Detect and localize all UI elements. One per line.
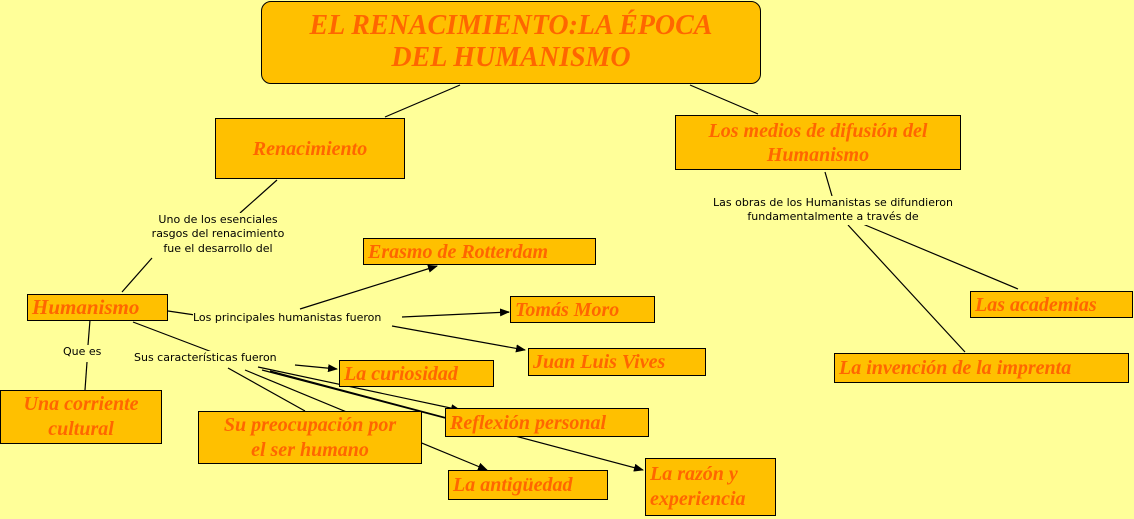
node-preocupacion[interactable] bbox=[198, 411, 422, 464]
line-quees-corriente bbox=[85, 362, 87, 390]
link-label-principales: Los principales humanistas fueron bbox=[193, 311, 382, 324]
line-label-humanismo bbox=[122, 258, 152, 292]
node-reflexion[interactable] bbox=[445, 408, 649, 437]
node-antiguedad[interactable] bbox=[448, 470, 608, 500]
academias-text: Las academias bbox=[975, 293, 1097, 316]
razon-text: La razón y experiencia bbox=[650, 463, 746, 510]
line-medios-label bbox=[825, 172, 832, 196]
node-razon[interactable] bbox=[645, 458, 776, 516]
node-juan-luis-vives[interactable] bbox=[528, 348, 706, 376]
line-humanismo-quees bbox=[88, 320, 90, 345]
title-text: EL RENACIMIENTO:LA ÉPOCA DEL HUMANISMO bbox=[309, 10, 713, 74]
corriente-cultural-text: Una corriente cultural bbox=[23, 393, 139, 440]
node-humanismo[interactable] bbox=[27, 294, 168, 321]
node-corriente-cultural[interactable] bbox=[0, 390, 162, 444]
erasmo-text: Erasmo de Rotterdam bbox=[368, 240, 549, 263]
line-humanismo-principales bbox=[168, 311, 195, 315]
link-label-caracteristicas: Sus características fueron bbox=[134, 351, 277, 364]
link-label-rasgos: Uno de los esenciales rasgos del renacimiento fue el desarrollo del bbox=[143, 213, 293, 256]
arrow-curiosidad bbox=[295, 365, 337, 369]
line-title-medios bbox=[690, 85, 758, 114]
arrow-erasmo bbox=[300, 266, 437, 309]
node-renacimiento[interactable] bbox=[215, 118, 405, 179]
arrow-tomas-moro bbox=[402, 312, 509, 317]
line-obras-academias bbox=[858, 222, 1018, 289]
title-node[interactable] bbox=[261, 1, 761, 84]
arrow-juan-luis-vives bbox=[392, 326, 525, 350]
link-label-que-es: Que es bbox=[63, 345, 102, 358]
line-humanismo-caracteristicas bbox=[133, 322, 212, 352]
node-erasmo[interactable] bbox=[363, 238, 596, 265]
reflexion-text: Reflexión personal bbox=[450, 411, 607, 434]
node-medios-difusion[interactable] bbox=[675, 115, 961, 170]
renacimiento-text: Renacimiento bbox=[252, 137, 368, 160]
medios-difusion-text: Los medios de difusión del Humanismo bbox=[708, 119, 928, 166]
juan-luis-vives-text: Juan Luis Vives bbox=[533, 351, 666, 373]
line-title-renacimiento bbox=[385, 85, 460, 117]
node-curiosidad[interactable] bbox=[339, 360, 494, 387]
preocupacion-text: Su preocupación por el ser humano bbox=[223, 413, 397, 461]
node-imprenta[interactable] bbox=[834, 353, 1129, 383]
line-obras-imprenta bbox=[848, 225, 965, 352]
humanismo-text: Humanismo bbox=[32, 294, 140, 319]
node-tomas-moro[interactable] bbox=[510, 296, 655, 323]
curiosidad-text: La curiosidad bbox=[344, 362, 458, 385]
line-renacimiento-label bbox=[240, 180, 277, 213]
antiguedad-text: La antigüedad bbox=[453, 474, 573, 496]
node-academias[interactable] bbox=[970, 291, 1133, 318]
tomas-moro-text: Tomás Moro bbox=[515, 298, 620, 321]
imprenta-text: La invención de la imprenta bbox=[839, 357, 1072, 379]
link-label-obras: Las obras de los Humanistas se difundieron fundamentalmente a través de bbox=[698, 196, 968, 225]
